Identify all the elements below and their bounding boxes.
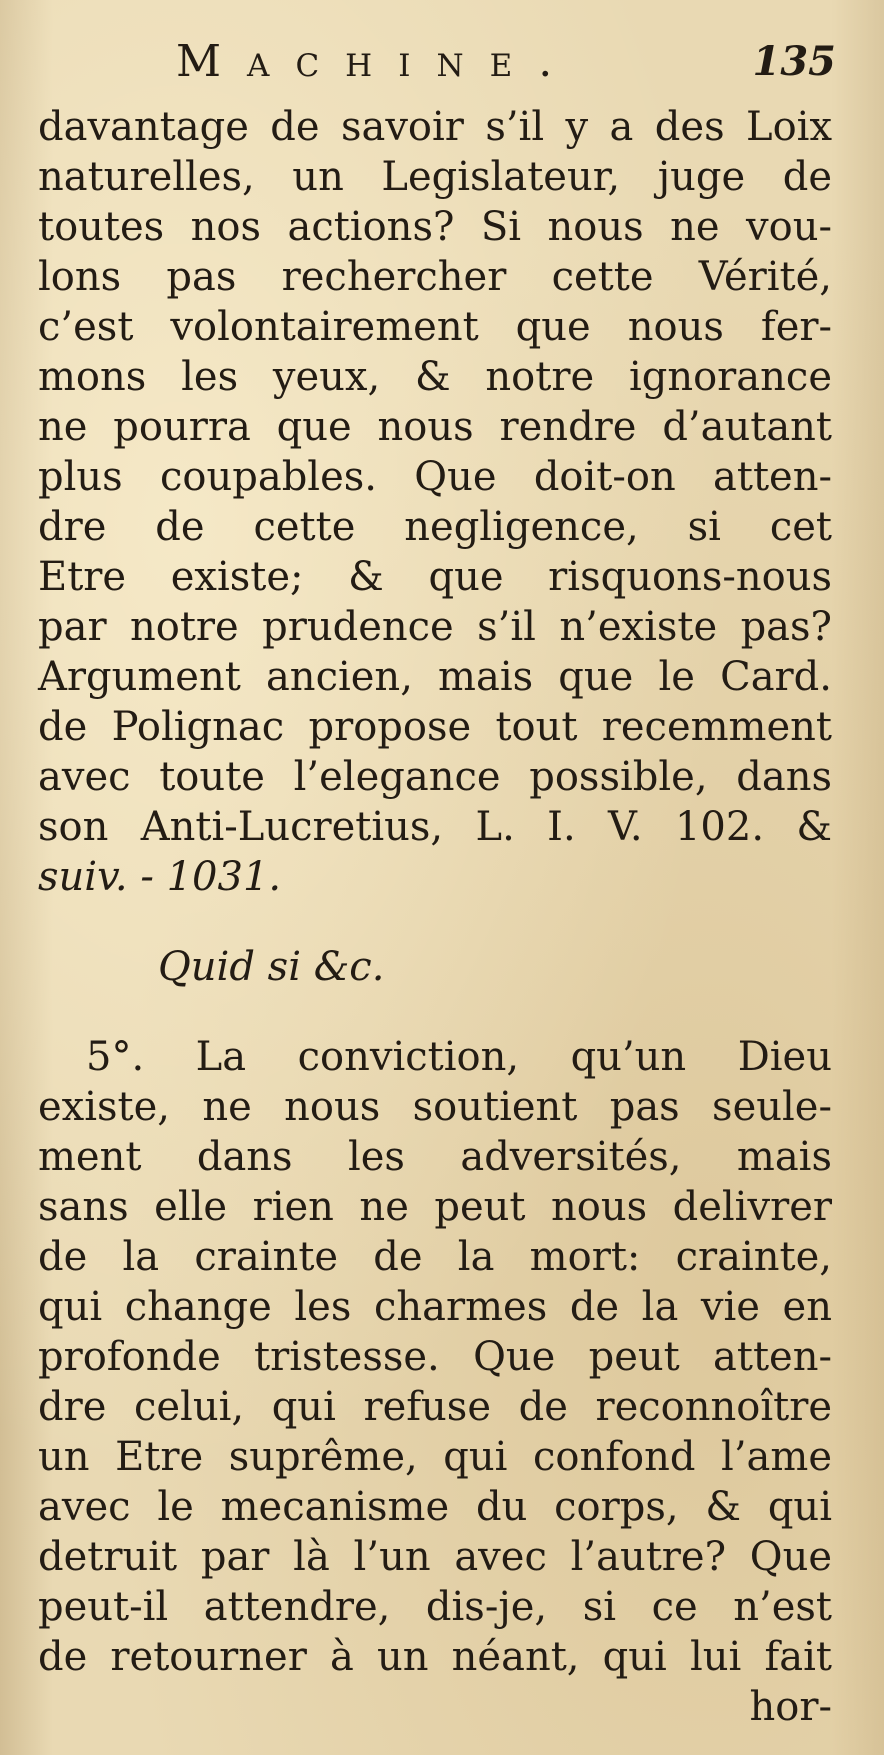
text-line: avec le mecanisme du corps, & qui xyxy=(38,1484,832,1530)
text-line: de retourner à un néant, qui lui fait xyxy=(38,1634,832,1680)
text-line: profonde tristesse. Que peut atten- xyxy=(38,1334,832,1380)
text-line: de Polignac propose tout recemment xyxy=(38,704,832,750)
text-line: davantage de savoir s’il y a des Loix xyxy=(38,104,832,150)
page-number: 135 xyxy=(752,38,836,85)
catchword: hor- xyxy=(749,1684,832,1730)
text-line: avec toute l’elegance possible, dans xyxy=(38,754,832,800)
text-line: qui change les charmes de la vie en xyxy=(38,1284,832,1330)
text-line: Argument ancien, mais que le Card. xyxy=(38,654,832,700)
text-line: par notre prudence s’il n’existe pas? xyxy=(38,604,832,650)
text-line: naturelles, un Legislateur, juge de xyxy=(38,154,832,200)
text-line: suiv. - 1031. xyxy=(38,854,282,900)
text-line: Etre existe; & que risquons-nous xyxy=(38,554,832,600)
text-line: son Anti-Lucretius, L. I. V. 102. & xyxy=(38,804,832,850)
text-line: sans elle rien ne peut nous delivrer xyxy=(38,1184,832,1230)
text-line: dre celui, qui refuse de reconnoître xyxy=(38,1384,832,1430)
text-line: lons pas rechercher cette Vérité, xyxy=(38,254,832,300)
text-line: ment dans les adversités, mais xyxy=(38,1134,832,1180)
text-line: detruit par là l’un avec l’autre? Que xyxy=(38,1534,832,1580)
text-line: toutes nos actions? Si nous ne vou- xyxy=(38,204,832,250)
text-line: peut-il attendre, dis-je, si ce n’est xyxy=(38,1584,832,1630)
text-line: c’est volontairement que nous fer- xyxy=(38,304,832,350)
text-line: un Etre suprême, qui confond l’ame xyxy=(38,1434,832,1480)
text-line: mons les yeux, & notre ignorance xyxy=(38,354,832,400)
text-line: de la crainte de la mort: crainte, xyxy=(38,1234,832,1280)
text-line: plus coupables. Que doit-on atten- xyxy=(38,454,832,500)
text-line: dre de cette negligence, si cet xyxy=(38,504,832,550)
quotation-incipit: Quid si &c. xyxy=(158,944,385,990)
paragraph-start-line: 5°. La conviction, qu’un Dieu xyxy=(86,1034,832,1080)
text-line: existe, ne nous soutient pas seule- xyxy=(38,1084,832,1130)
running-title: Machine. xyxy=(176,36,579,87)
text-line: ne pourra que nous rendre d’autant xyxy=(38,404,832,450)
running-head xyxy=(176,32,836,92)
